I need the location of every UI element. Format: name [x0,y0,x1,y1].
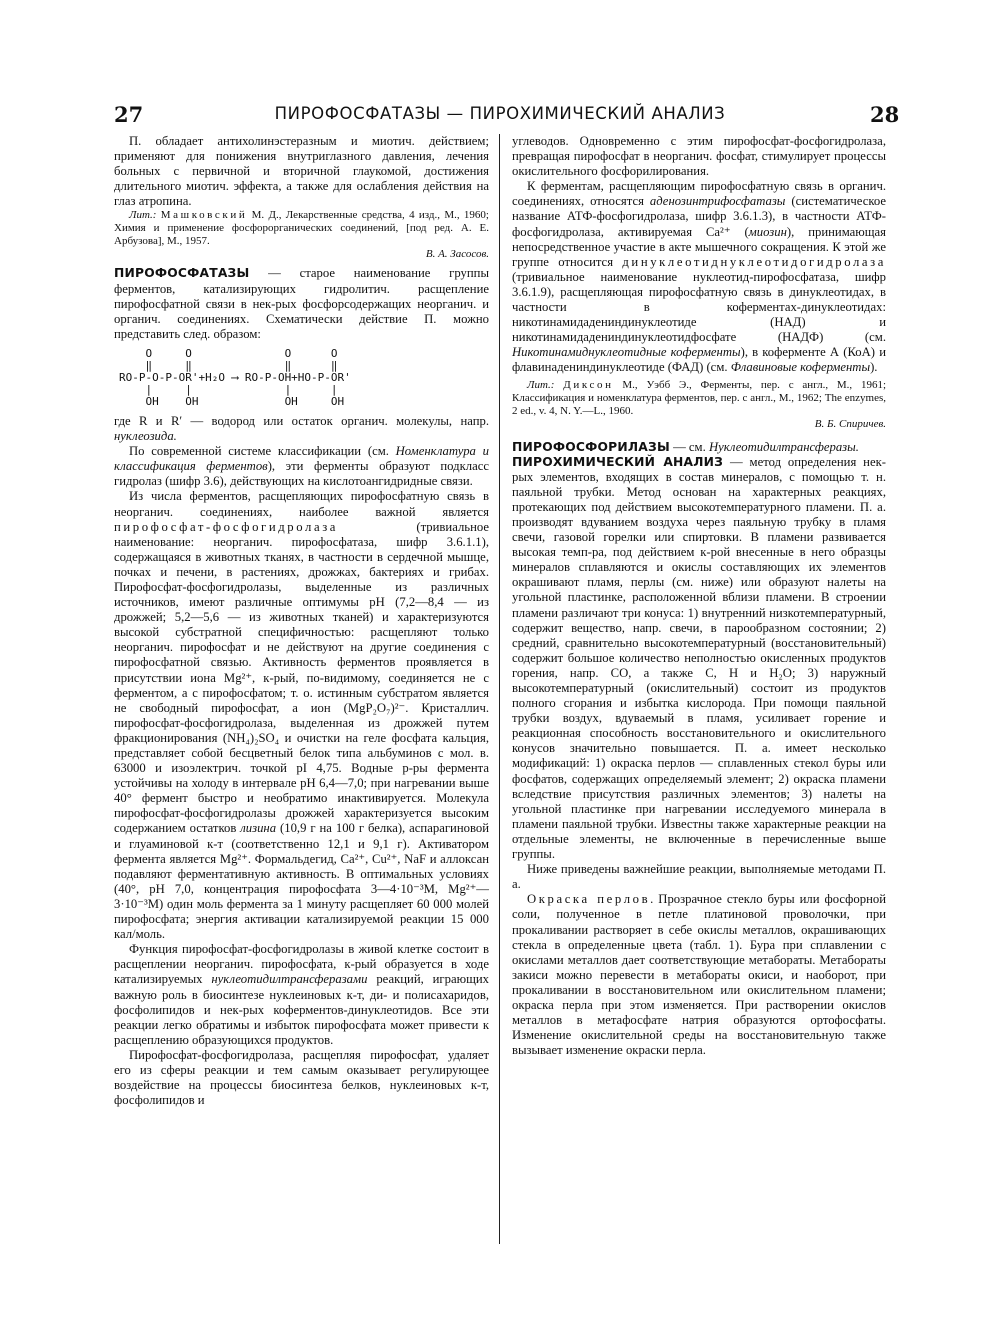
entry-pyrochemical-analysis: ПИРОХИМИЧЕСКИЙ АНАЛИЗ — метод определения нек-рых элементов, входящих в состав минералов, с помощью т. н. паяльной трубки. Метод основан на характерных реакциях, протекающих под действием высокотемпературного пламени. П. а. производят вдуванием воздуха через паяльную трубку в пламя свечи, газовой горелки или спиртовки. В пламени развивается высокая темп-ра, под действием к-рой внесенные в него образцы минералов сплавляются и окислы составляющих их элементов окрашивают пламя, перлы (см. ниже) или образуют налеты на угольной пластинке, расположенной вблизи пламени. В строении пламени различают три конуса: 1) внутренний низкотемпературный, содержит вещество, напр. свечи, в парообразном состоянии; 2) средний, сравнительно высокотемпературный (восстановительный) содержит большое количество неполностью окисленных продуктов горения, напр. CO, а также C, H и H₂O; 3) наружный высокотемпературный (окислительный) состоит из продуктов полного сгорания и избытка кислорода. При помощи паяльной трубки воздух, вдуваемый в пламя, усиливает горение и реакционная способность восстановительного и окислительного конусов значительно повышается. П. а. имеет несколько модификаций: 1) окраска перлов — сплавленных стекол буры или фосфатов, содержащих определяемый элемент; 2) окраска пламени вследствие присутствия различных элементов; 3) налеты на угольной пластинке при нагревании исследуемого минерала в пламени паяльной трубки. Известны также характерные реакции на отдельные элементы, не включенные в перечисленные выше группы. [512,454,886,862]
page-number-right: 28 [870,102,900,127]
paragraph: Пирофосфат-фосфогидролаза, расщепляя пирофосфат, удаляет его из сферы реакции и тем самым оказывает регулирующее воздействие на процессы биосинтеза белков, нуклеиновых к-т, фосфолипидов и [114,1047,489,1108]
running-title: ПИРОФОСФАТАЗЫ — ПИРОХИМИЧЕСКИЙ АНАЛИЗ [274,104,726,123]
literature-reference: Лит.: Диксон М., Уэбб Э., Ферменты, пер. с англ., М., 1961; Классификация и номенклатура ферментов, пер. с англ., М., 1962; The enzymes, 2 ed., v. 4, N. Y.—L., 1960. [512,378,887,417]
paragraph: К ферментам, расщепляющим пирофосфатную связь в органич. соединениях, относятся аденозинтрифосфатазы (систематическое название АТФ-фосфогидролаза, шифр 3.6.1.3), в частности АТФ-фосфогидролаза, активируемая Ca²⁺ (миозин), принимающая непосредственное участие в акте мышечного сокращения. К этой же группе относится динуклеотиднуклеотидогидролаза (тривиальное наименование нуклеотид-пирофосфатаза, шифр 3.6.1.9), расщепляющая пирофосфатную связь в динуклеотидах, в частности в коферментах-динуклеотидах: никотинамидадениндинуклеотиде (НАД) и никотинамидадениндинуклеотидфосфате (НАДФ) (см. Никотинамиднуклеотидные коферменты), в коферменте А (КоА) и флавинадениндинуклеотиде (ФАД) (см. Флавиновые коферменты). [512,179,886,375]
author-signature: В. А. Засосов. [425,248,489,261]
paragraph: Функция пирофосфат-фосфогидролазы в живой клетке состоит в расщеплении неорганич. пирофосфата, к-рый образуется в ходе катализируемых нуклеотидилтрансферазами реакций, играющих важную роль в биосинтезе нуклеиновых к-т, ди- и полисахаридов, фосфолипидов и нек-рых коферментов-динуклеотидов. Все эти реакции легко обратимы и избыток пирофосфата может привести к расщеплению образующихся продуктов. [114,942,489,1047]
cross-reference-link[interactable]: Нуклеотидилтрансферазы. [708,439,859,454]
left-column [114,134,489,1108]
entry-pyrophosphorylases: ПИРОФОСФОРИЛАЗЫ — см. Нуклеотидилтрансферазы. [512,439,859,454]
author-signature: В. Б. Спиричев. [814,417,886,430]
reaction-formula: O O O O ‖ ‖ ‖ ‖ RO-P-O-P-OR'+H₂O ⟶ RO-P-OH+HO-P-OR' | | | | OH OH OH OH [119,346,351,408]
entry-headword: ПИРОФОСФАТАЗЫ [114,266,250,281]
literature-reference: Лит.: Машковский М. Д., Лекарственные средства, 4 изд., М., 1960; Химия и применение фосфорорганических соединений, [под ред. А. Е. Арбузова], М., 1957. [114,209,489,248]
paragraph: где R и R′ — водород или остаток органич. молекулы, напр. нуклеозида. [114,413,489,444]
paragraph: Ниже приведены важнейшие реакции, выполняемые методами П. а. [512,862,886,892]
paragraph: По современной системе классификации (см. Номенклатура и классификация ферментов), эти ферменты образуют подкласс гидролаз (шифр 3.6), действующих на кислотоангидридные связи. [114,444,489,489]
paragraph: Из числа ферментов, расщепляющих пирофосфатную связь в неорганич. соединениях, наиболее важной является пирофосфат-фосфогидролаза (тривиальное наименование: неорганич. пирофосфатаза, шифр 3.6.1.1), содержащаяся в животных тканях, в частности в сердечной мышце, почках и печени, в растениях, дрожжах, бактериях и грибах. Пирофосфат-фосфогидролазы, выделенные из различных источников, имеют различные оптимумы pH (7,2—8,4 — из дрожжей; 5,2—5,6 — из животных тканей) и характеризуются высокой субстратной специфичностью: расщепляют только неорганич. пирофосфат и не действуют на другие соединения с пирофосфатной связью. Активность ферментов проявляется в присутствии иона Mg²⁺, к-рый, по-видимому, соединяется не с ферментом, а с пирофосфатом; т. о. истинным субстратом является не свободный пирофосфат, а ион (MgP₂O₇)²⁻. Кристаллич. пирофосфат-фосфогидролаза, выделенная из дрожжей путем фракционирования (NH₄)₂SO₄ и очистки на геле фосфата кальция, представляет собой бесцветный белок типа альбуминов с мол. в. 63000 и изоэлектрич. точкой pI 4,75. Водные р-ры фермента устойчивы на холоду в интервале pH 6,4—7,0; при нагревании выше 40° фермент быстро и необратимо инактивируется. Молекула пирофосфат-фосфогидролазы дрожжей характеризуется высоким содержанием остатков лизина (10,9 г на 100 г белка), аспарагиновой и глуаминовой к-т (соответственно 12,1 и 9,1 г). Активатором фермента является Mg²⁺. Формальдегид, Ca²⁺, Cu²⁺, NaF и аллоксан подавляют ферментативную активность. В оптимальных условиях (40°, pH 7,0, концентрация пирофосфата 3—4·10⁻³M, Mg²⁺—3·10⁻³M) один моль фермента за 1 минуту расщепляет 60 000 молей пирофосфата; энергия активации катализируемой реакции 15 000 кал/моль. [114,489,489,942]
paragraph: Окраска перлов. Прозрачное стекло буры или фосфорной соли, полученное в петле платиновой проволочки, при прокаливании растворяет в себе окислы металлов, окрашивающих стекла в определенные цвета (табл. 1). Бура при сплавлении с окислами металлов дает соответствующие метабораты. Метабораты закиси можно перевести в метабораты окиси, и наоборот, при прокаливании в восстановительном или окислительном пламени; окраска перла при этом изменяется. При растворении окислов металлов в метафосфате натрия образуются ортофосфаты. Изменение окислительной среды на восстановительную также вызывает изменение окраски перла. [512,892,887,1058]
entry-headword: ПИРОФОСФОРИЛАЗЫ [512,439,670,454]
entry-headword: ПИРОХИМИЧЕСКИЙ АНАЛИЗ [512,454,724,469]
paragraph: углеводов. Одновременно с этим пирофосфат-фосфогидролаза, превращая пирофосфат в неорганич. фосфат, стимулирует процессы окислительного фосфорилирования. [512,134,886,179]
entry-pyrophosphatases: ПИРОФОСФАТАЗЫ — старое наименование группы ферментов, катализирующих гидролитич. расщепление пирофосфатной связи в нек-рых фосфорсодержащих неорганич. и органич. соединениях. Схематически действие П. можно представить след. образом: [114,266,489,341]
paragraph: П. обладает антихолинэстеразным и миотич. действием; применяют для понижения внутриглазного давления, лечения больных с первичной и вторичной глаукомой, достижения длительного миотич. эффекта, а также для ослабления действия на глаз атропина. [114,134,489,209]
right-column [512,134,886,1058]
page-number-left: 27 [114,102,144,127]
column-divider [499,134,500,1244]
page-header [0,102,1000,128]
